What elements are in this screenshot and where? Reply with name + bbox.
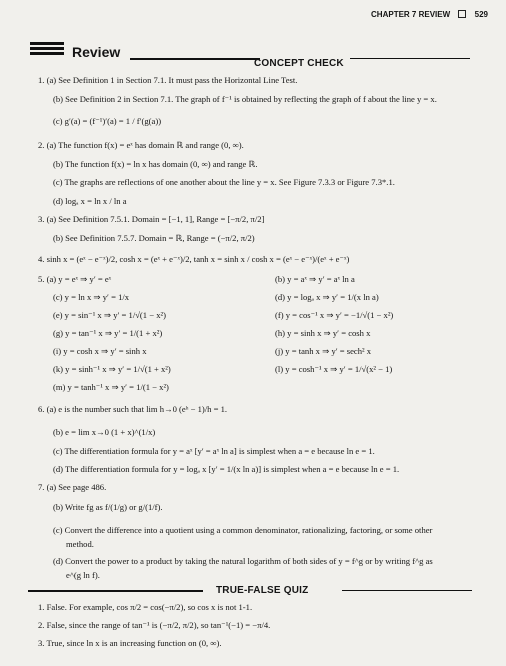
line-6d: (d) The differentiation formula for y = logₐ x [y′ = 1/(x ln a)] is simplest when a = e because ln e = 1.: [53, 464, 400, 474]
line-1c: (c) g′(a) = (f⁻¹)′(a) = 1 / f′(g(a)): [53, 116, 162, 126]
line-5a: 5. (a) y = eˣ ⇒ y′ = eˣ: [38, 274, 112, 284]
chapter-label: CHAPTER 7: [371, 10, 417, 19]
section-label: REVIEW: [418, 10, 451, 19]
line-1a: 1. (a) See Definition 1 in Section 7.1. It must pass the Horizontal Line Test.: [38, 75, 298, 85]
line-4: 4. sinh x = (eˣ − e⁻ˣ)/2, cosh x = (eˣ + e⁻ˣ)/2, tanh x = sinh x / cosh x = (eˣ − e⁻ˣ)/(eˣ + e⁻ˣ): [38, 254, 350, 264]
line-7a: 7. (a) See page 486.: [38, 482, 107, 492]
quiz-line-2: 2. False, since the range of tan⁻¹ is (−π/2, π/2), so tan⁻¹(−1) = −π/4.: [38, 620, 271, 630]
line-5f: (f) y = cos⁻¹ x ⇒ y′ = −1/√(1 − x²): [275, 310, 394, 320]
line-5k: (k) y = sinh⁻¹ x ⇒ y′ = 1/√(1 + x²): [53, 364, 171, 374]
line-2b: (b) The function f(x) = ln x has domain (0, ∞) and range ℝ.: [53, 159, 258, 169]
line-5i: (i) y = cosh x ⇒ y′ = sinh x: [53, 346, 147, 356]
page-number: 529: [474, 10, 488, 19]
line-3a: 3. (a) See Definition 7.5.1. Domain = [−1, 1], Range = [−π/2, π/2]: [38, 214, 265, 224]
review-bars-icon: [30, 42, 64, 58]
header-rule-right: [350, 58, 470, 59]
line-6c: (c) The differentiation formula for y = aˣ [y′ = aˣ ln a] is simplest when a = e because ln e = 1.: [53, 446, 375, 456]
line-5g: (g) y = tan⁻¹ x ⇒ y′ = 1/(1 + x²): [53, 328, 163, 338]
review-title: Review: [72, 44, 121, 60]
line-5j: (j) y = tanh x ⇒ y′ = sech² x: [275, 346, 372, 356]
line-3b: (b) See Definition 7.5.7. Domain = ℝ, Range = (−π/2, π/2): [53, 233, 255, 243]
line-2d: (d) logₐ x = ln x / ln a: [53, 196, 127, 206]
line-5m: (m) y = tanh⁻¹ x ⇒ y′ = 1/(1 − x²): [53, 382, 169, 392]
quiz-rule-left: [28, 590, 203, 592]
line-6b: (b) e = lim x→0 (1 + x)^(1/x): [53, 427, 156, 437]
line-5h: (h) y = sinh x ⇒ y′ = cosh x: [275, 328, 371, 338]
quiz-title: TRUE-FALSE QUIZ: [216, 585, 309, 596]
line-7d-cont: e^(g ln f).: [66, 570, 100, 580]
quiz-line-1: 1. False. For example, cos π/2 = cos(−π/2), so cos x is not 1-1.: [38, 602, 253, 612]
square-icon: [458, 10, 466, 18]
line-2c: (c) The graphs are reflections of one another about the line y = x. See Figure 7.3.3 or Figure 7.3*.1.: [53, 177, 395, 187]
line-6a: 6. (a) e is the number such that lim h→0 (eʰ − 1)/h = 1.: [38, 404, 228, 414]
line-5l: (l) y = cosh⁻¹ x ⇒ y′ = 1/√(x² − 1): [275, 364, 393, 374]
line-5c: (c) y = ln x ⇒ y′ = 1/x: [53, 292, 130, 302]
line-5b: (b) y = aˣ ⇒ y′ = aˣ ln a: [275, 274, 355, 284]
line-7d: (d) Convert the power to a product by taking the natural logarithm of both sides of y = f^g or by writing f^g as: [53, 556, 433, 566]
line-2a: 2. (a) The function f(x) = eˣ has domain ℝ and range (0, ∞).: [38, 140, 244, 150]
quiz-line-3: 3. True, since ln x is an increasing function on (0, ∞).: [38, 638, 222, 648]
concept-check-title: CONCEPT CHECK: [254, 58, 344, 69]
line-1b: (b) See Definition 2 in Section 7.1. The graph of f⁻¹ is obtained by reflecting the graph of f about the line y = x.: [53, 94, 437, 104]
page-header: [371, 10, 488, 19]
line-5d: (d) y = logₐ x ⇒ y′ = 1/(x ln a): [275, 292, 379, 302]
header-rule-left: [130, 58, 260, 60]
line-7b: (b) Write fg as f/(1/g) or g/(1/f).: [53, 502, 163, 512]
line-5e: (e) y = sin⁻¹ x ⇒ y′ = 1/√(1 − x²): [53, 310, 166, 320]
line-7c-cont: method.: [66, 539, 94, 549]
quiz-rule-right: [342, 590, 472, 591]
line-7c: (c) Convert the difference into a quotient using a common denominator, rationalizing, factoring, or some other: [53, 525, 433, 535]
